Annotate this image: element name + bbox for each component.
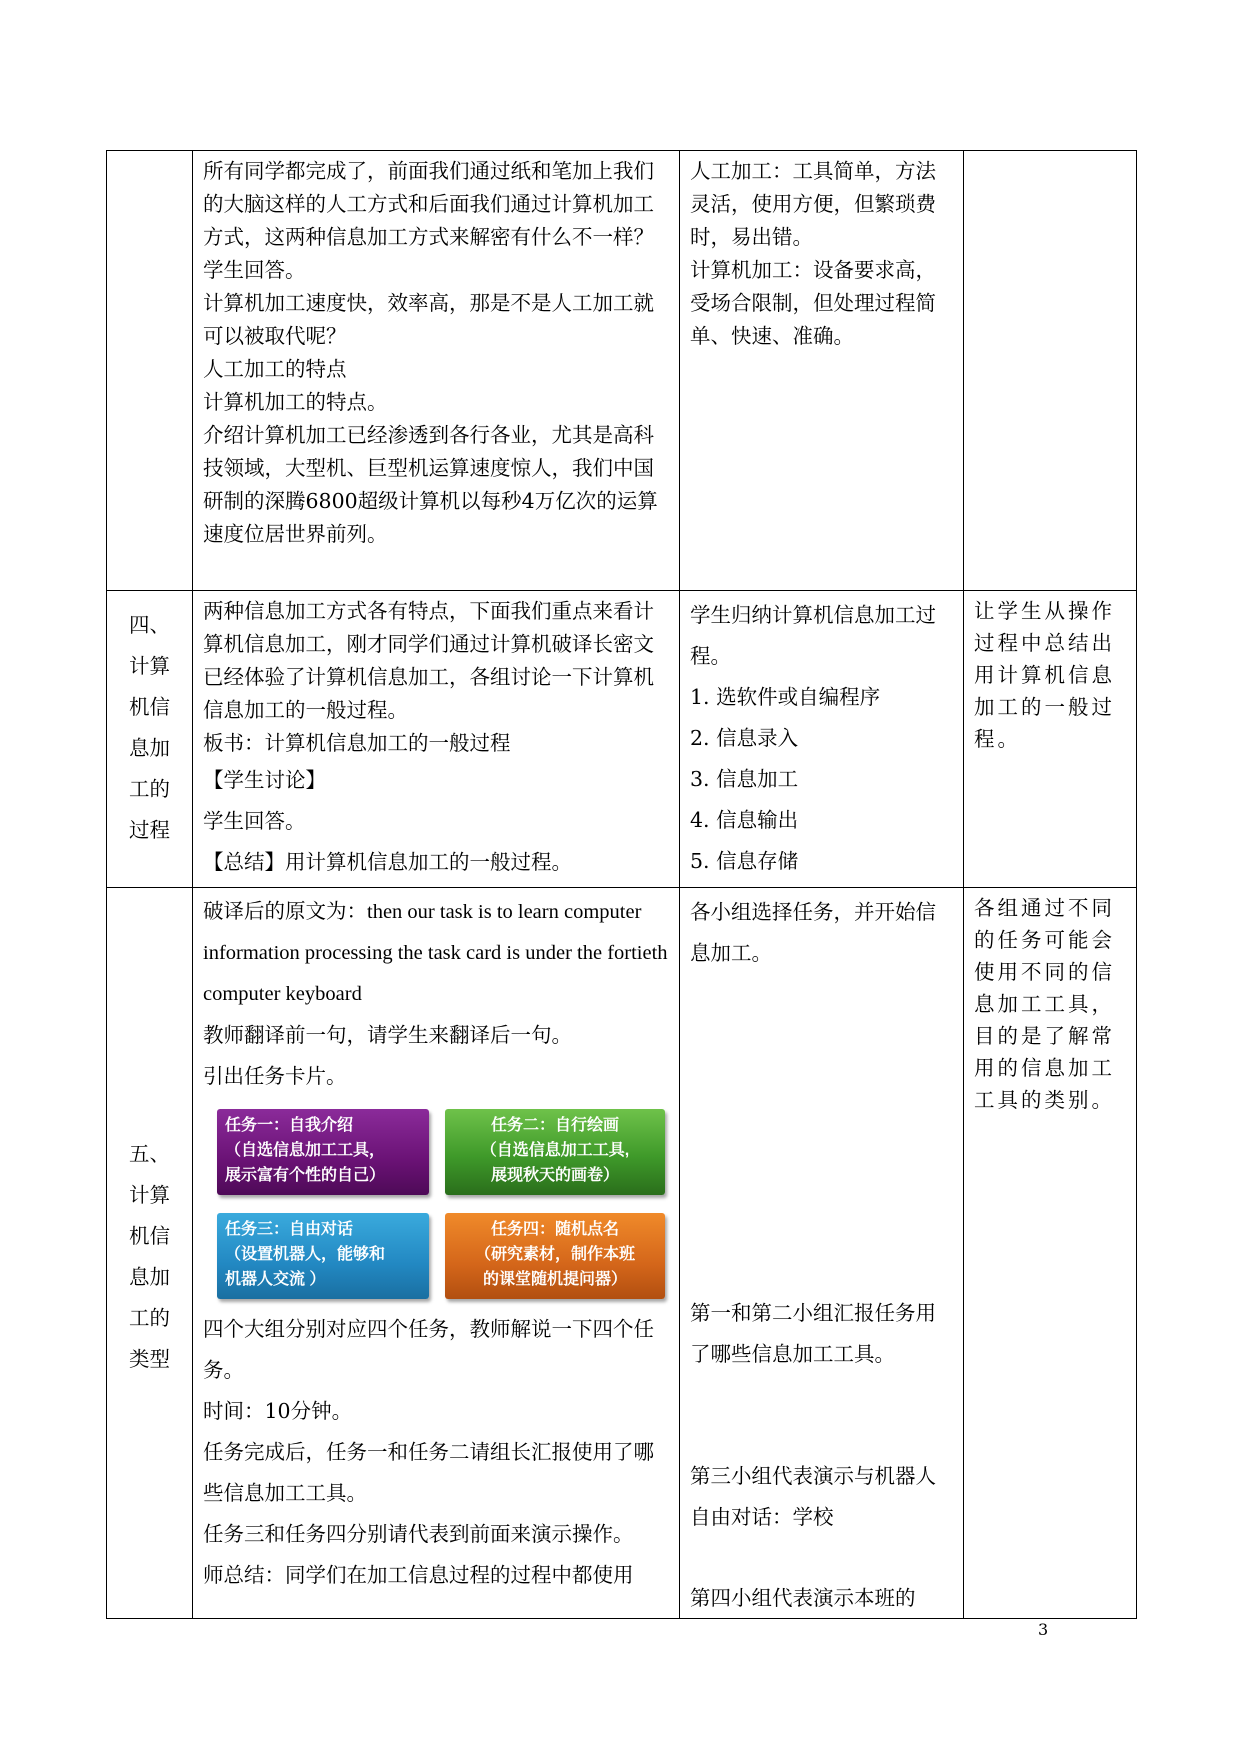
task-card-title: 任务二：自行绘画 <box>490 1117 619 1134</box>
teacher-paragraph: 计算机加工的特点。 <box>203 390 388 414</box>
task-cards <box>217 1109 669 1299</box>
task-card-3 <box>217 1213 429 1299</box>
design-intent-cell <box>964 591 1137 888</box>
stage-label-line: 机信 <box>129 1224 170 1248</box>
teacher-paragraph: 师总结：同学们在加工信息过程的过程中都使用 <box>203 1563 634 1587</box>
student-paragraph: 第三小组代表演示与机器人自由对话：学校 <box>690 1464 936 1529</box>
teacher-paragraph: 引出任务卡片。 <box>203 1064 347 1088</box>
task-card-title: 任务三：自由对话 <box>225 1221 354 1238</box>
task-card-line: 展示富有个性的自己） <box>225 1167 386 1184</box>
stage-label-line: 类型 <box>129 1347 170 1371</box>
process-step: 5. 信息存储 <box>690 849 799 873</box>
stage-cell <box>107 888 193 1619</box>
design-intent-cell <box>964 151 1137 591</box>
student-paragraph: 学生归纳计算机信息加工过程。 <box>690 603 936 668</box>
page-number: 3 <box>1038 1620 1049 1639</box>
task-card-line: （自选信息加工工具, <box>480 1142 630 1159</box>
stage-label-line: 计算 <box>129 654 170 678</box>
student-paragraph: 各小组选择任务，并开始信息加工。 <box>690 900 936 965</box>
teacher-paragraph: 计算机加工速度快，效率高，那是不是人工加工就可以被取代呢？ <box>203 291 654 348</box>
intent-paragraph: 让学生从操作过程中总结出用计算机信息加工的一般过程。 <box>974 599 1115 751</box>
teacher-activity-cell <box>193 888 680 1619</box>
teacher-activity-cell <box>193 151 680 591</box>
teacher-paragraph: 任务三和任务四分别请代表到前面来演示操作。 <box>203 1522 634 1546</box>
task-card-line: 的课堂随机提问器） <box>482 1271 627 1288</box>
task-card-line: （设置机器人，能够和 <box>225 1246 386 1263</box>
decoded-text: 破译后的原文为：then our task is to learn computer information processing the task card is under the fortieth computer keyboard <box>203 901 668 1005</box>
table-row <box>107 591 1137 888</box>
teacher-paragraph: 教师翻译前一句，请学生来翻译后一句。 <box>203 1023 572 1047</box>
table-row <box>107 888 1137 1619</box>
task-card-line: （研究素材，制作本班 <box>474 1246 635 1263</box>
task-card-title: 任务四：随机点名 <box>490 1221 619 1238</box>
task-card-title: 任务一：自我介绍 <box>225 1117 354 1134</box>
stage-label-line: 息加 <box>129 736 170 760</box>
student-activity-cell <box>680 591 964 888</box>
design-intent-cell <box>964 888 1137 1619</box>
stage-label-line: 工的 <box>129 777 170 801</box>
student-paragraph: 计算机加工：设备要求高，受场合限制，但处理过程简单、快速、准确。 <box>690 258 936 348</box>
stage-cell <box>107 591 193 888</box>
stage-label-line: 机信 <box>129 695 170 719</box>
stage-label-line: 息加 <box>129 1265 170 1289</box>
teacher-paragraph: 时间：10分钟。 <box>203 1399 353 1423</box>
table-row <box>107 151 1137 591</box>
task-card-2 <box>445 1109 665 1195</box>
student-paragraph: 第一和第二小组汇报任务用了哪些信息加工工具。 <box>690 1301 936 1366</box>
process-step: 2. 信息录入 <box>690 726 799 750</box>
teacher-paragraph: 学生回答。 <box>203 258 306 282</box>
stage-label-line: 工的 <box>129 1306 170 1330</box>
task-card-line: 机器人交流 ） <box>225 1271 326 1288</box>
teacher-paragraph: 人工加工的特点 <box>203 357 347 381</box>
student-paragraph: 人工加工：工具简单，方法灵活，使用方便，但繁琐费时，易出错。 <box>690 159 936 249</box>
teacher-paragraph: 学生回答。 <box>203 809 306 833</box>
teacher-paragraph: 【总结】用计算机信息加工的一般过程。 <box>203 850 572 874</box>
teacher-paragraph: 板书：计算机信息加工的一般过程 <box>203 731 511 755</box>
student-activity-cell <box>680 151 964 591</box>
stage-label-line: 五、 <box>129 1142 170 1166</box>
stage-cell <box>107 151 193 591</box>
process-step: 3. 信息加工 <box>690 767 799 791</box>
task-card-line: 展现秋天的画卷） <box>490 1167 619 1184</box>
task-card-4 <box>445 1213 665 1299</box>
teacher-paragraph: 【学生讨论】 <box>203 768 326 792</box>
teacher-paragraph: 四个大组分别对应四个任务，教师解说一下四个任务。 <box>203 1317 654 1382</box>
stage-label-line: 过程 <box>129 818 170 842</box>
process-step: 4. 信息输出 <box>690 808 799 832</box>
stage-label-line: 计算 <box>129 1183 170 1207</box>
teacher-paragraph: 任务完成后，任务一和任务二请组长汇报使用了哪些信息加工工具。 <box>203 1440 654 1505</box>
process-step: 1. 选软件或自编程序 <box>690 685 881 709</box>
student-paragraph: 第四小组代表演示本班的 <box>690 1586 916 1610</box>
intent-paragraph: 各组通过不同的任务可能会使用不同的信息加工工具，目的是了解常用的信息加工工具的类别。 <box>974 896 1115 1112</box>
teacher-paragraph: 所有同学都完成了，前面我们通过纸和笔加上我们的大脑这样的人工方式和后面我们通过计算机加工方式，这两种信息加工方式来解密有什么不一样？ <box>203 159 654 249</box>
teacher-activity-cell <box>193 591 680 888</box>
teacher-paragraph: 介绍计算机加工已经渗透到各行各业，尤其是高科技领域，大型机、巨型机运算速度惊人，我们中国研制的深腾6800超级计算机以每秒4万亿次的运算速度位居世界前列。 <box>203 423 658 546</box>
teacher-paragraph: 两种信息加工方式各有特点，下面我们重点来看计算机信息加工，刚才同学们通过计算机破译长密文已经体验了计算机信息加工，各组讨论一下计算机信息加工的一般过程。 <box>203 599 654 722</box>
lesson-plan-table <box>106 150 1137 1619</box>
student-activity-cell <box>680 888 964 1619</box>
stage-label-line: 四、 <box>129 613 170 637</box>
task-card-line: （自选信息加工工具， <box>225 1142 386 1159</box>
task-card-1 <box>217 1109 429 1195</box>
